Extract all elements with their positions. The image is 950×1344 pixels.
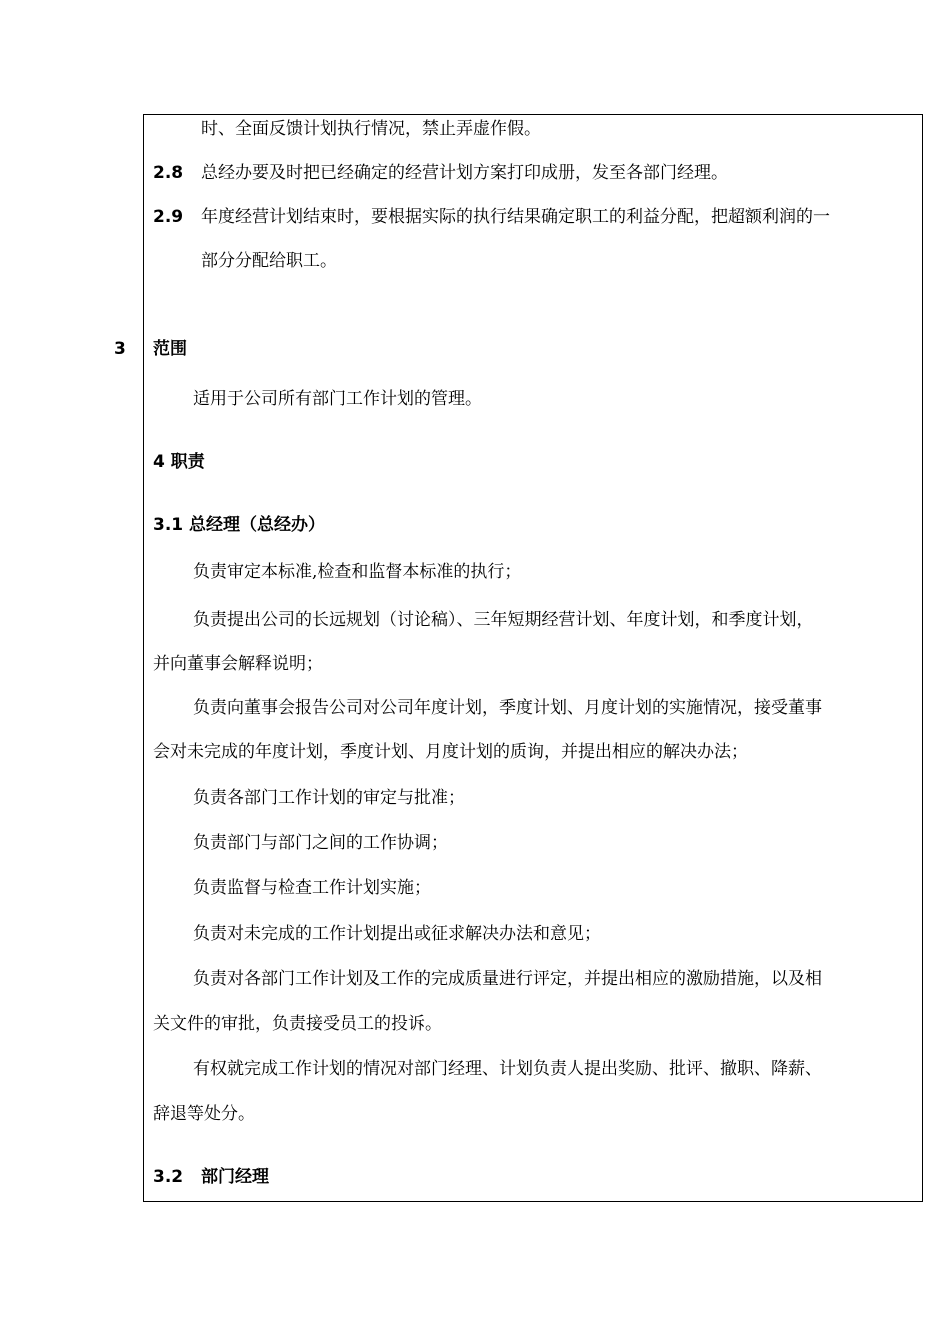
clause-2-7-continuation: 时、全面反馈计划执行情况，禁止弄虚作假。	[201, 119, 541, 139]
clause-2-9-text-line1: 年度经营计划结束时，要根据实际的执行结果确定职工的利益分配，把超额利润的一	[201, 207, 830, 227]
subsection-3-1-heading: 3.1 总经理（总经办）	[153, 515, 326, 535]
duty-line: 负责向董事会报告公司对公司年度计划，季度计划、月度计划的实施情况，接受董事	[193, 698, 822, 718]
duty-line: 负责部门与部门之间的工作协调；	[193, 833, 448, 853]
duty-line: 并向董事会解释说明；	[153, 654, 323, 674]
subsection-3-2-title: 部门经理	[201, 1167, 269, 1187]
duty-line: 负责各部门工作计划的审定与批准；	[193, 788, 465, 808]
duty-line: 辞退等处分。	[153, 1104, 255, 1124]
duty-line: 负责监督与检查工作计划实施；	[193, 878, 431, 898]
section-3-number: 3	[114, 339, 126, 359]
section-3-body: 适用于公司所有部门工作计划的管理。	[193, 389, 482, 409]
section-3-title: 范围	[153, 339, 187, 359]
duty-line: 有权就完成工作计划的情况对部门经理、计划负责人提出奖励、批评、撤职、降薪、	[193, 1059, 822, 1079]
duty-line: 负责对未完成的工作计划提出或征求解决办法和意见；	[193, 924, 601, 944]
clause-2-9-text-line2: 部分分配给职工。	[201, 251, 337, 271]
duty-line: 负责对各部门工作计划及工作的完成质量进行评定，并提出相应的激励措施，以及相	[193, 969, 822, 989]
duty-line: 会对未完成的年度计划，季度计划、月度计划的质询，并提出相应的解决办法；	[153, 742, 748, 762]
section-4-heading: 4 职责	[153, 452, 205, 472]
clause-2-8-number: 2.8	[153, 163, 184, 183]
clause-2-8-text: 总经办要及时把已经确定的经营计划方案打印成册，发至各部门经理。	[201, 163, 728, 183]
subsection-3-2-number: 3.2	[153, 1167, 184, 1187]
duty-line: 关文件的审批，负责接受员工的投诉。	[153, 1014, 442, 1034]
duty-line: 负责提出公司的长远规划（讨论稿）、三年短期经营计划、年度计划，和季度计划，	[193, 610, 814, 630]
duty-line: 负责审定本标准,检查和监督本标准的执行；	[193, 562, 522, 582]
clause-2-9-number: 2.9	[153, 207, 184, 227]
